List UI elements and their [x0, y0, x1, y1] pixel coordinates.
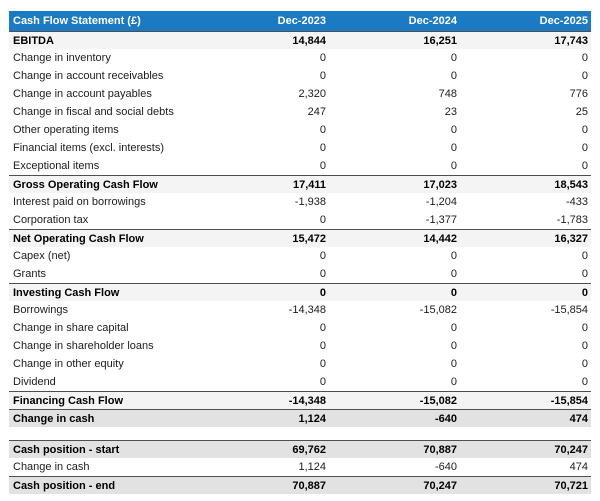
table-row	[9, 391, 591, 409]
table-row	[9, 301, 591, 319]
column-header-dec-2024: Dec-2024	[408, 15, 457, 27]
row-value: 14,442	[423, 232, 457, 245]
table-row	[9, 229, 591, 247]
row-value: 69,762	[292, 443, 326, 456]
row-value: 15,472	[292, 232, 326, 245]
table-row	[9, 49, 591, 67]
table-body	[9, 31, 591, 494]
row-value: 17,023	[423, 178, 457, 191]
row-label: Investing Cash Flow	[13, 286, 120, 299]
row-value: 0	[319, 376, 326, 388]
row-label: Change in cash	[13, 412, 95, 425]
row-value: -14,348	[288, 304, 326, 316]
table-row	[9, 265, 591, 283]
row-value: 25	[575, 106, 588, 118]
row-value: 0	[319, 250, 326, 262]
row-value: 247	[307, 106, 326, 118]
row-value: -433	[565, 196, 588, 208]
row-label: Financial items (excl. interests)	[13, 142, 164, 154]
row-value: 0	[581, 286, 588, 299]
row-label: Change in fiscal and social debts	[13, 106, 174, 118]
row-label: Net Operating Cash Flow	[13, 232, 144, 245]
table-row	[9, 121, 591, 139]
row-value: 0	[450, 142, 457, 154]
row-value: 70,247	[554, 443, 588, 456]
row-value: -15,854	[550, 304, 588, 316]
row-value: 16,327	[554, 232, 588, 245]
table-row	[9, 247, 591, 265]
row-value: 0	[319, 214, 326, 226]
row-label: Change in inventory	[13, 52, 111, 64]
row-label: Change in other equity	[13, 358, 124, 370]
row-value: 474	[569, 412, 588, 425]
row-value: 0	[581, 52, 588, 64]
table-header-row	[9, 11, 591, 31]
row-value: 0	[450, 160, 457, 172]
row-value: -1,938	[294, 196, 326, 208]
row-value: 0	[319, 52, 326, 64]
row-value: 0	[581, 250, 588, 262]
table-row	[9, 211, 591, 229]
row-value: 474	[569, 461, 588, 473]
row-value: 0	[319, 124, 326, 136]
table-row	[9, 193, 591, 211]
row-value: 14,844	[292, 34, 326, 47]
table-row	[9, 373, 591, 391]
table-row	[9, 31, 591, 49]
row-label: Cash position - end	[13, 479, 116, 492]
row-value: 70,247	[423, 479, 457, 492]
table-row	[9, 67, 591, 85]
row-value: 0	[581, 142, 588, 154]
table-row	[9, 157, 591, 175]
row-value: 0	[319, 322, 326, 334]
column-header-dec-2025: Dec-2025	[539, 15, 588, 27]
row-label: Change in account receivables	[13, 70, 164, 82]
row-value: 0	[319, 142, 326, 154]
row-value: 0	[581, 376, 588, 388]
row-value: 0	[450, 358, 457, 370]
row-value: 0	[581, 124, 588, 136]
row-value: 0	[450, 52, 457, 64]
row-value: -15,082	[419, 394, 457, 407]
row-value: 0	[319, 340, 326, 352]
row-value: 0	[581, 322, 588, 334]
row-value: 0	[319, 358, 326, 370]
row-value: 23	[444, 106, 457, 118]
row-label: Financing Cash Flow	[13, 394, 124, 407]
row-value: -15,082	[419, 304, 457, 316]
row-label: Borrowings	[13, 304, 69, 316]
row-value: 0	[581, 268, 588, 280]
row-value: -1,377	[425, 214, 457, 226]
row-label: Change in shareholder loans	[13, 340, 154, 352]
row-value: 70,887	[423, 443, 457, 456]
row-value: 0	[450, 124, 457, 136]
row-label: Exceptional items	[13, 160, 100, 172]
row-value: -14,348	[288, 394, 326, 407]
row-label: Dividend	[13, 376, 56, 388]
row-label: Cash position - start	[13, 443, 120, 456]
row-value: 70,887	[292, 479, 326, 492]
row-label: Gross Operating Cash Flow	[13, 178, 158, 191]
row-value: 0	[319, 160, 326, 172]
table-row	[9, 337, 591, 355]
row-label: Capex (net)	[13, 250, 71, 262]
row-value: -1,204	[425, 196, 457, 208]
table-row	[9, 175, 591, 193]
row-label: Grants	[13, 268, 47, 280]
row-value: 16,251	[423, 34, 457, 47]
row-value: -640	[434, 461, 457, 473]
row-value: 0	[581, 340, 588, 352]
row-value: 776	[569, 88, 588, 100]
row-value: 0	[319, 268, 326, 280]
table-row	[9, 476, 591, 494]
row-value: 0	[581, 358, 588, 370]
table-row	[9, 409, 591, 427]
row-label: EBITDA	[13, 34, 54, 47]
row-value: 2,320	[298, 88, 326, 100]
row-value: 0	[319, 286, 326, 299]
row-label: Corporation tax	[13, 214, 89, 226]
row-value: 0	[450, 70, 457, 82]
table-row	[9, 85, 591, 103]
table-row	[9, 458, 591, 476]
table-row	[9, 355, 591, 373]
table-row	[9, 283, 591, 301]
row-value: 70,721	[554, 479, 588, 492]
row-value: 17,743	[554, 34, 588, 47]
table-section-gap	[9, 427, 591, 440]
table-row	[9, 440, 591, 458]
table-row	[9, 103, 591, 121]
row-value: -640	[434, 412, 457, 425]
row-value: 1,124	[298, 412, 326, 425]
row-value: 0	[450, 340, 457, 352]
row-value: 0	[450, 376, 457, 388]
row-value: 0	[581, 70, 588, 82]
row-label: Change in account payables	[13, 88, 152, 100]
row-value: 0	[581, 160, 588, 172]
row-value: -15,854	[550, 394, 588, 407]
row-value: 748	[438, 88, 457, 100]
cash-flow-statement-table	[9, 11, 591, 494]
row-value: 0	[450, 286, 457, 299]
row-label: Change in cash	[13, 461, 90, 473]
row-value: 0	[319, 70, 326, 82]
column-header-dec-2023: Dec-2023	[277, 15, 326, 27]
row-value: 0	[450, 250, 457, 262]
row-label: Change in share capital	[13, 322, 129, 334]
row-label: Interest paid on borrowings	[13, 196, 146, 208]
table-title: Cash Flow Statement (£)	[13, 15, 141, 27]
row-value: 17,411	[292, 178, 326, 191]
row-value: -1,783	[556, 214, 588, 226]
row-value: 0	[450, 268, 457, 280]
row-label: Other operating items	[13, 124, 119, 136]
table-row	[9, 139, 591, 157]
row-value: 0	[450, 322, 457, 334]
row-value: 1,124	[298, 461, 326, 473]
table-row	[9, 319, 591, 337]
row-value: 18,543	[554, 178, 588, 191]
